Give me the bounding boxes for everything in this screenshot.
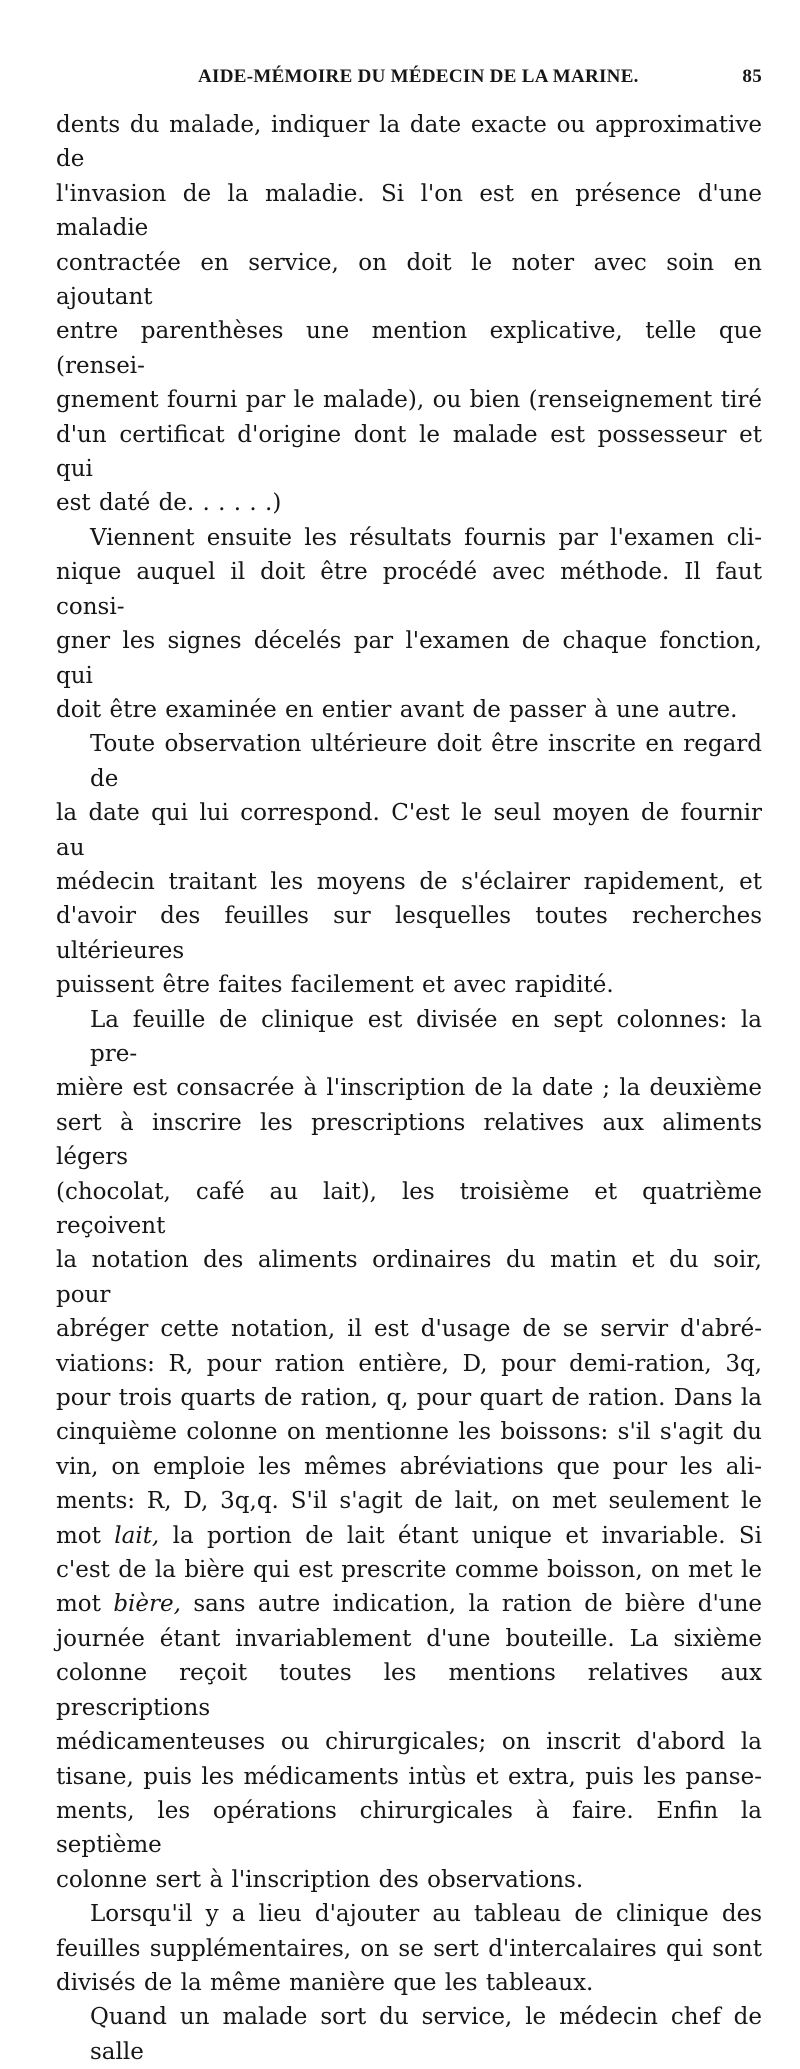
text-line: Toute observation ultérieure doit être inscrite en regard de [90, 731, 762, 792]
text-line: sert à inscrire les prescriptions relatives aux aliments légers [56, 1109, 762, 1171]
text-line: médicamenteuses ou chirurgicales; on inscrit d'abord la [56, 1729, 762, 1756]
text-line: la notation des aliments ordinaires du matin et du soir, pour [56, 1247, 762, 1308]
text-line: abréger cette notation, il est d'usage de se servir d'abré- [56, 1316, 762, 1343]
italic-word: lait, [114, 1522, 160, 1549]
text-line: dents du malade, indiquer la date exacte ou approximative de [56, 112, 762, 173]
text-line: l'invasion de la maladie. Si l'on est en présence d'une maladie [56, 180, 762, 242]
text-line: contractée en service, on doit le noter avec soin en ajoutant [56, 249, 762, 311]
text-line: ments: R, D, 3q,q. S'il s'agit de lait, on met seulement le [56, 1488, 762, 1515]
text-line: tisane, puis les médicaments intùs et extra, puis les panse- [56, 1763, 762, 1790]
text-line: divisés de la même manière que les tableaux. [56, 1969, 594, 1996]
paragraph-5 [56, 1897, 762, 2000]
text-line: gner les signes décelés par l'examen de chaque fonction, qui [56, 628, 762, 689]
text-line: doit être examinée en entier avant de passer à une autre. [56, 696, 738, 723]
paragraph-3 [56, 727, 762, 1002]
body-text [56, 108, 762, 2069]
text-line: (chocolat, café au lait), les troisième et quatrième reçoivent [56, 1178, 762, 1239]
text-line: colonne sert à l'inscription des observations. [56, 1866, 584, 1893]
running-title: AIDE-MÉMOIRE DU MÉDECIN DE LA MARINE. [198, 66, 639, 87]
text-line [56, 1519, 762, 1553]
text-line: cinquième colonne on mentionne les boissons: s'il s'agit du [56, 1419, 762, 1446]
text-line: colonne reçoit toutes les mentions relatives aux prescriptions [56, 1660, 762, 1721]
page-number: 85 [742, 66, 762, 87]
text-fragment: mot [56, 1522, 115, 1549]
italic-word: bière, [113, 1591, 181, 1618]
text-line [56, 1587, 762, 1621]
text-line: feuilles supplémentaires, on se sert d'intercalaires qui sont [56, 1935, 762, 1962]
text-line: Quand un malade sort du service, le médecin chef de salle [90, 2004, 762, 2065]
text-line: d'avoir des feuilles sur lesquelles toutes recherches ultérieures [56, 903, 762, 964]
text-line: nique auquel il doit être procédé avec méthode. Il faut consi- [56, 559, 762, 620]
running-head [56, 62, 762, 96]
text-fragment: sans autre indication, la ration de bière d'une [180, 1591, 762, 1618]
text-line: gnement fourni par le malade), ou bien (renseignement tiré [56, 387, 762, 414]
text-line: viations: R, pour ration entière, D, pour demi-ration, 3q, [56, 1350, 762, 1377]
paragraph-2 [56, 521, 762, 727]
text-line: mière est consacrée à l'inscription de la date ; la deuxième [56, 1075, 762, 1102]
text-fragment: mot [56, 1591, 114, 1618]
text-line: entre parenthèses une mention explicative, telle que (rensei- [56, 318, 762, 379]
text-line: Viennent ensuite les résultats fournis par l'examen cli- [90, 524, 762, 551]
text-fragment: la portion de lait étant unique et invariable. Si [159, 1522, 762, 1549]
text-line: la date qui lui correspond. C'est le seul moyen de fournir au [56, 800, 762, 861]
text-line: journée étant invariablement d'une bouteille. La sixième [56, 1625, 762, 1652]
text-line: ments, les opérations chirurgicales à faire. Enfin la septième [56, 1797, 762, 1859]
text-line: d'un certificat d'origine dont le malade est possesseur et qui [56, 421, 762, 483]
paragraph-4 [56, 1003, 762, 1898]
paragraph-6 [56, 2000, 762, 2069]
text-line: pour trois quarts de ration, q, pour quart de ration. Dans la [56, 1385, 762, 1412]
text-line: puissent être faites facilement et avec rapidité. [56, 972, 614, 999]
text-line: vin, on emploie les mêmes abréviations que pour les ali- [56, 1453, 762, 1480]
text-line: est daté de. . . . . .) [56, 490, 282, 517]
text-line: médecin traitant les moyens de s'éclairer rapidement, et [56, 868, 762, 895]
text-line: Lorsqu'il y a lieu d'ajouter au tableau de clinique des [90, 1901, 762, 1928]
text-line: La feuille de clinique est divisée en sept colonnes: la pre- [90, 1006, 762, 1067]
text-line: c'est de la bière qui est prescrite comme boisson, on met le [56, 1557, 762, 1584]
paragraph-1 [56, 108, 762, 521]
